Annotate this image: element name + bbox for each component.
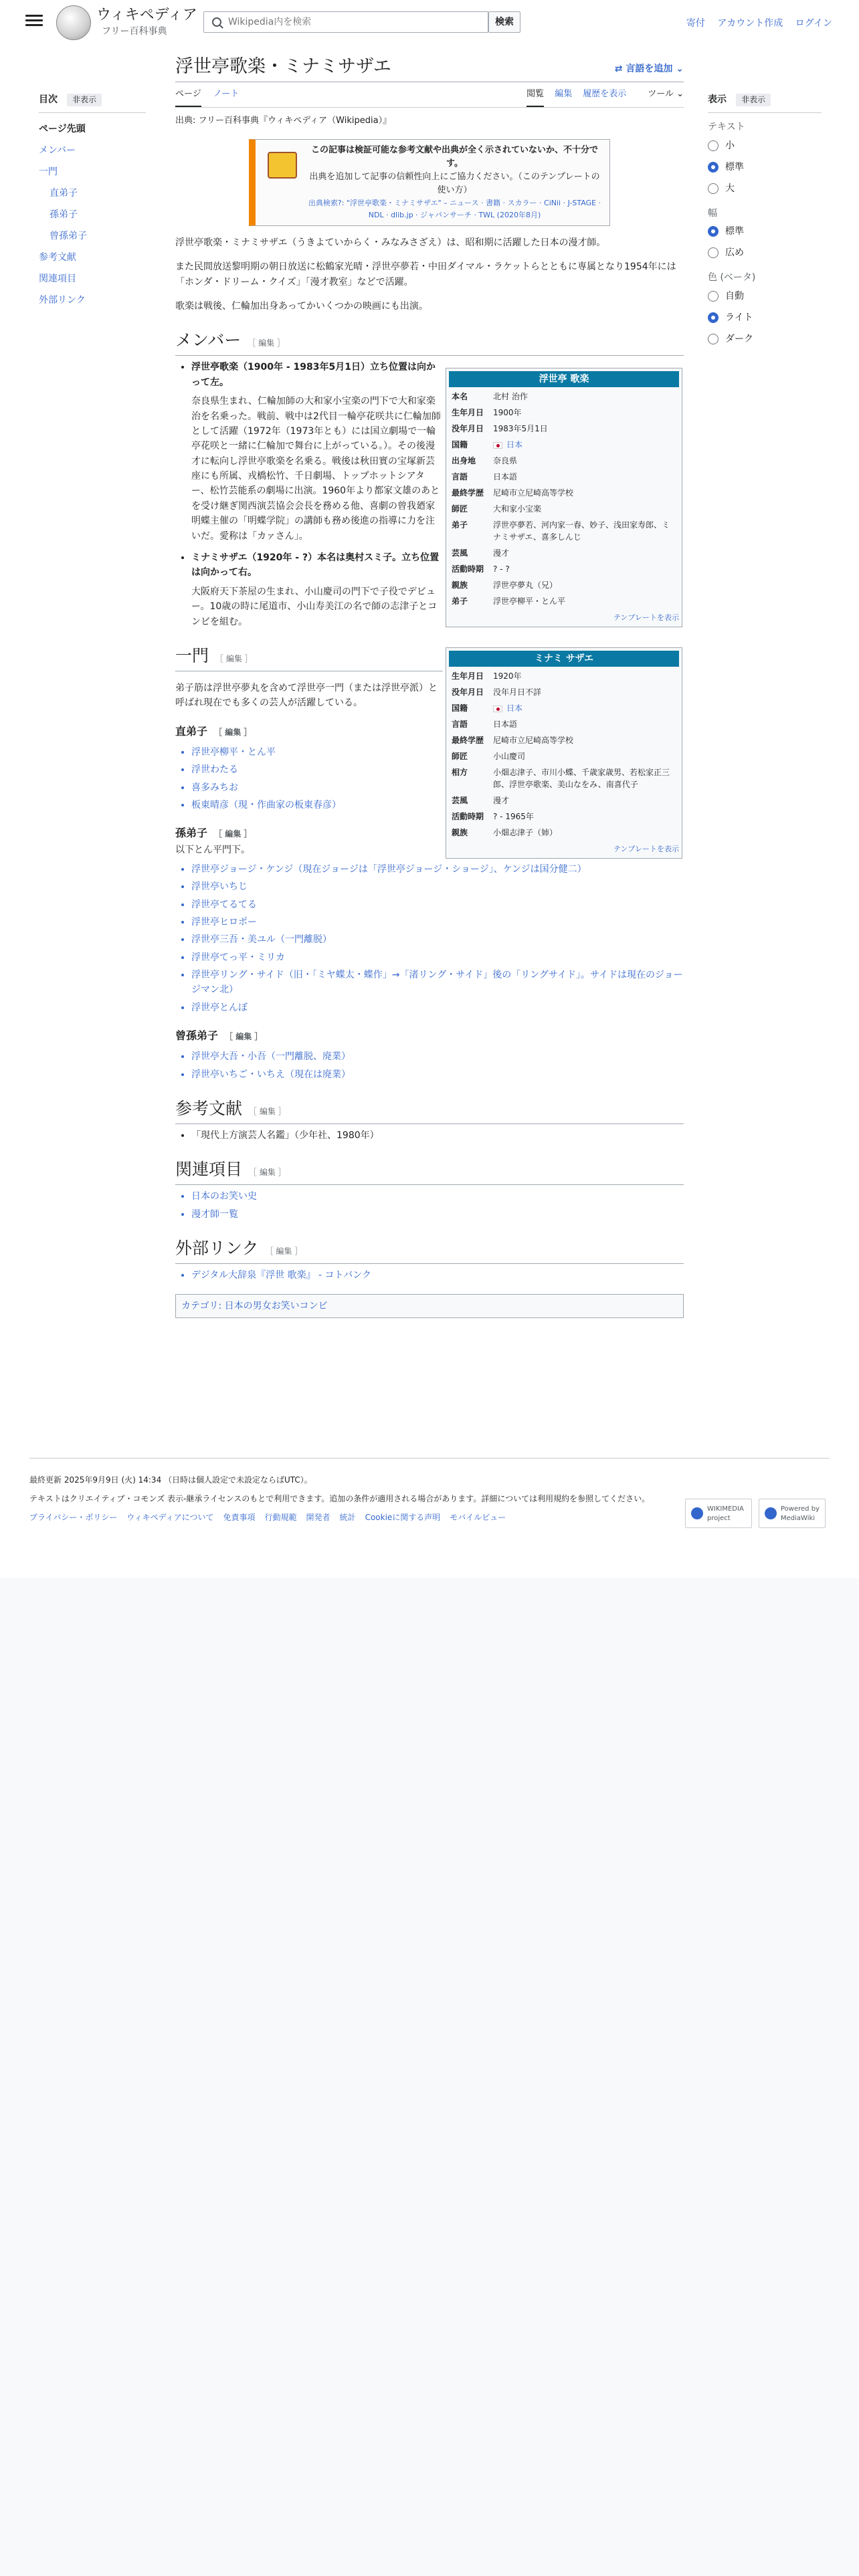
list-item: • 浮世亭ジョージ・ケンジ（現在ジョージは「浮世亭ジョージ・ショージ」、ケンジは国分健二） [191, 862, 684, 877]
page-tabs [175, 88, 684, 108]
infobox-row [449, 748, 679, 764]
tab-edit[interactable]: 編集 [555, 89, 573, 99]
radio-icon[interactable] [708, 162, 719, 173]
infobox-label: 没年月日 [452, 687, 484, 697]
list-item: • 板東晴彦（現・作曲家の板東春彦） [191, 798, 443, 813]
footer-link[interactable]: モバイルビュー [450, 1513, 506, 1522]
infobox-value: 浮世亭夢若、河内家一春、妙子、浅田家寿郎、ミナミサザエ、喜多しんじ [493, 520, 670, 542]
infobox-value: 奈良県 [493, 456, 518, 465]
list-item: • 漫才師一覧 [191, 1207, 684, 1222]
notice-source-search[interactable]: 出典検索?: "浮世亭歌楽・ミナミサザエ" – ニュース · 書籍 · スカラー · CiNii · J-STAGE · NDL · dlib.jp · ジャパンサーチ · TWL (2020年8月) [308, 198, 601, 219]
logo-subtitle: フリー百科事典 [102, 26, 167, 37]
logo-title[interactable]: ウィキペディア [96, 7, 197, 23]
list-item: • 浮世わたる [191, 762, 443, 777]
member2-bio: 大阪府天下茶屋の生まれ、小山慶司の門下で子役でデビュー。10歳の時に尾道市、小山寿美江の名で師の志津子とコンビを組む。 [191, 586, 438, 627]
edit-section-link[interactable]: ［ 編集 ］ [248, 338, 285, 348]
infobox-label: 最終学歴 [452, 488, 484, 498]
add-languages-label: 言語を追加 [626, 64, 673, 74]
infobox-value: 尼崎市立尼崎高等学校 [493, 736, 574, 745]
view-template-link[interactable]: テンプレートを表示 [613, 845, 679, 853]
infobox-label: 没年月日 [452, 424, 484, 433]
infobox-row [449, 405, 679, 421]
infobox-label: 活動時期 [452, 812, 484, 821]
books-icon [268, 152, 297, 179]
option-label: 小 [725, 140, 735, 151]
list-item: • 浮世亭大吾・小吾（一門離脱、廃業） [191, 1049, 684, 1064]
japan-flag-icon [493, 706, 502, 712]
view-template-link[interactable]: テンプレートを表示 [613, 613, 679, 622]
member1-bio: 奈良県生まれ、仁輪加師の大和家小宝楽の門下で大和家楽治を名乗った。戦前、戦中は2代目一輪亭花咲共に仁輪加師として活躍（1972年（1973年とも）には国立劇場で一輪亭花咲と一緒に仁輪加で舞台に上がっている。）。その後漫才に転向し浮世亭歌楽を名乗る。戦後は秋田實の宝塚新芸座にも所属、戎橋松竹、千日劇場、トップホットシアター、松竹芸能系の劇場に出演。1960年より都家文雄のあとを受け継ぎ関西演芸協会会長を務める他、喜劇の曾我廼家明蝶主催の「明蝶学院」の講師も務め後進の指導に力を注いだ。愛称は「カァさん」。 [191, 396, 441, 542]
tab-talk[interactable]: ノート [213, 89, 240, 99]
infobox-value: 大和家小宝楽 [493, 504, 542, 514]
option-label: 標準 [725, 161, 744, 173]
appearance-group-label: 色 (ベータ) [708, 272, 756, 284]
radio-icon[interactable] [708, 334, 719, 344]
appearance-option[interactable] [708, 328, 822, 350]
infobox-label: 弟子 [452, 597, 468, 606]
appearance-hide-button[interactable]: 非表示 [736, 94, 771, 106]
header [0, 0, 859, 44]
appearance-title: 表示 [708, 94, 727, 105]
tab-history[interactable]: 履歴を表示 [583, 89, 627, 99]
infobox-row [449, 501, 679, 517]
option-label: 標準 [725, 226, 744, 237]
infobox-value: 没年月日不詳 [493, 687, 542, 697]
infobox-label: 生年月日 [452, 408, 484, 417]
infobox-value: 北村 治作 [493, 392, 528, 401]
list-item: • 浮世亭三吾・美ユル（一門離脱） [191, 932, 684, 947]
appearance-group-label: 幅 [708, 207, 717, 219]
list-item: • 浮世亭いちじ [191, 879, 684, 894]
infobox-value: 浮世亭夢丸（兄） [493, 580, 558, 590]
grand-intro: 以下とん平門下。 [175, 845, 250, 856]
infobox-value: 1900年 [493, 408, 522, 417]
list-item: • 浮世亭てっ平・ミリカ [191, 950, 684, 965]
create-account-link[interactable]: アカウント作成 [717, 18, 783, 29]
infobox-sazae [446, 647, 682, 859]
infobox-label: 弟子 [452, 520, 468, 530]
edit-section-link[interactable]: ［ 編集 ］ [215, 654, 253, 663]
appearance-option[interactable] [708, 221, 822, 242]
toc-item[interactable]: 孫弟子 [50, 209, 78, 221]
section-direct [175, 723, 443, 741]
infobox-row [449, 809, 679, 825]
list-item: • 浮世亭柳平・とん平 [191, 745, 443, 760]
member1-summary: 浮世亭歌楽（1900年 - 1983年5月1日）立ち位置は向かって左。 [191, 362, 436, 388]
related-list [191, 1189, 684, 1222]
infobox-label: 本名 [452, 392, 468, 401]
toc-title: 目次 [39, 94, 58, 105]
infobox-row [449, 421, 679, 437]
grand-heading: 孫弟子 [175, 827, 208, 840]
option-label: ライト [725, 312, 753, 323]
direct-heading: 直弟子 [175, 724, 208, 738]
footer-link[interactable]: ウィキペディアについて [126, 1513, 214, 1522]
list-item: • 「現代上方演芸人名鑑」（少年社、1980年） [191, 1128, 684, 1143]
infobox-row [449, 453, 679, 469]
infobox-value [490, 437, 679, 453]
infobox-value: ? - ? [493, 564, 510, 574]
infobox-row [449, 469, 679, 485]
infobox-label: 芸風 [452, 796, 468, 805]
infobox-label: 親族 [452, 580, 468, 590]
appearance-option[interactable] [708, 135, 822, 156]
page-title: 浮世亭歌楽・ミナミサザエ [175, 53, 684, 82]
infobox-label: 出身地 [452, 456, 476, 465]
infobox-label: 最終学歴 [452, 736, 484, 745]
option-label: 広め [725, 247, 744, 259]
edit-section-link[interactable]: ［ 編集 ］ [214, 829, 252, 839]
infobox-karaku [446, 368, 682, 627]
infobox-label: 生年月日 [452, 671, 484, 681]
infobox-label: 師匠 [452, 752, 468, 761]
footer-link[interactable]: 免責事項 [223, 1513, 256, 1522]
footer-link[interactable]: 統計 [339, 1513, 356, 1522]
infobox-value [490, 700, 679, 716]
section-related [175, 1158, 684, 1185]
table-of-contents [39, 92, 146, 311]
infobox-value: 日本語 [493, 720, 518, 729]
infobox-label: 活動時期 [452, 564, 484, 574]
edit-section-link[interactable]: ［ 編集 ］ [249, 1168, 286, 1178]
references-heading: 参考文献 [175, 1099, 243, 1119]
members-heading: メンバー [175, 330, 242, 350]
infobox-value: 1983年5月1日 [493, 424, 548, 433]
radio-icon[interactable] [708, 312, 719, 323]
member-list [191, 360, 443, 629]
infobox-value: 日本語 [493, 472, 518, 481]
infobox-title: ミナミ サザエ [449, 651, 679, 667]
list-item: • デジタル大辞泉『浮世 歌楽』 - コトバンク [191, 1268, 684, 1283]
wikipedia-logo-icon[interactable] [56, 5, 91, 40]
search-input[interactable] [228, 17, 488, 27]
infobox-label: 芸風 [452, 548, 468, 558]
list-item: • 日本のお笑い史 [191, 1189, 684, 1204]
infobox-row [449, 764, 679, 792]
footer-link[interactable]: 行動規範 [264, 1513, 297, 1522]
section-members [175, 328, 684, 356]
section-ichimon [175, 644, 443, 671]
section-references [175, 1097, 684, 1124]
infobox-row [449, 437, 679, 453]
infobox-value: 漫才 [493, 796, 510, 805]
donate-link[interactable]: 寄付 [686, 18, 705, 29]
infobox-row [449, 668, 679, 684]
option-label: 大 [725, 183, 735, 194]
infobox-value: ? - 1965年 [493, 812, 534, 821]
external-heading: 外部リンク [175, 1239, 259, 1259]
list-item: • 浮世亭リング・サイド（旧・「ミヤ蝶太・蝶作」→「渚リング・サイド」後の「リングサイド」。サイドは現在のジョージマン北） [191, 968, 684, 998]
search-button[interactable]: 検索 [488, 11, 520, 33]
footer-link[interactable]: 開発者 [306, 1513, 330, 1522]
japan-flag-icon [493, 442, 502, 449]
tab-page[interactable]: ページ [175, 88, 201, 107]
infobox-row [449, 517, 679, 545]
tab-read[interactable]: 閲覧 [527, 88, 544, 107]
toc-item[interactable]: 参考文献 [39, 252, 76, 263]
ichimon-heading: 一門 [175, 646, 209, 665]
infobox-row [449, 561, 679, 577]
appearance-option[interactable] [708, 307, 822, 328]
infobox-title: 浮世亭 歌楽 [449, 371, 679, 387]
infobox-row [449, 792, 679, 809]
add-languages-button[interactable]: ⇄ 言語を追加 ⌄ [614, 64, 684, 74]
infobox-value-text[interactable]: 日本 [506, 440, 523, 449]
infobox-row [449, 389, 679, 405]
infobox-row [449, 732, 679, 748]
list-item [191, 360, 443, 544]
last-modified: 最終更新 2025年9月9日 (火) 14:34 （日時は個人設定で未設定ならばUTC）。 [29, 1475, 312, 1485]
toc-item[interactable]: 直弟子 [50, 188, 78, 199]
radio-icon[interactable] [708, 140, 719, 151]
infobox-row [449, 577, 679, 593]
infobox-label: 言語 [452, 720, 468, 729]
infobox-value: 小畑志津子、市川小蝶、千歳家歳男、若松家正三郎、浮世亭歌楽、美山なをみ、南喜代子 [493, 768, 670, 789]
toc-item[interactable]: ページ先頭 [39, 124, 86, 135]
list-item: • 浮世亭いちご・いちえ（現在は廃業） [191, 1067, 684, 1082]
category-links[interactable]: カテゴリ: 日本の男女お笑いコンビ [175, 1294, 684, 1318]
appearance-option[interactable] [708, 286, 822, 307]
list-item: • 浮世亭とんぼ [191, 1000, 684, 1015]
infobox-row [449, 825, 679, 841]
infobox-label: 相方 [452, 768, 468, 777]
infobox-value: 浮世亭柳平・とん平 [493, 597, 566, 606]
mediawiki-badge[interactable]: Powered by MediaWiki [759, 1499, 826, 1528]
lead-paragraph-2: また民間放送黎明期の朝日放送に松鶴家光晴・浮世亭夢若・中田ダイマル・ラケットらとともに専属となり1954年には「ホンダ・ドリーム・クイズ」「漫才教室」などで活躍。 [175, 261, 676, 288]
radio-icon[interactable] [708, 247, 719, 258]
list-item: • 浮世亭てるてる [191, 897, 684, 912]
personal-tools [677, 16, 832, 31]
main-menu-icon[interactable] [25, 12, 43, 27]
ichimon-paragraph: 弟子筋は浮世亭夢丸を含めて浮世亭一門（または浮世亭派）と呼ばれ現在でも多くの芸人が活躍している。 [175, 683, 438, 709]
appearance-group-label: テキスト [708, 122, 745, 133]
great-grand-disciples-list [191, 1049, 684, 1082]
edit-section-link[interactable]: ［ 編集 ］ [249, 1107, 286, 1117]
grand-disciples-list [191, 862, 684, 1016]
related-heading: 関連項目 [175, 1160, 243, 1180]
appearance-option[interactable] [708, 156, 822, 178]
list-item: • 喜多みちお [191, 780, 443, 795]
great-heading: 曾孫弟子 [175, 1029, 219, 1043]
infobox-row [449, 684, 679, 700]
infobox-value: 小畑志津子（姉） [493, 828, 558, 837]
option-label: ダーク [725, 333, 753, 344]
radio-icon[interactable] [708, 291, 719, 302]
infobox-label: 国籍 [452, 704, 468, 713]
infobox-row [449, 593, 679, 609]
edit-section-link[interactable]: ［ 編集 ］ [214, 727, 252, 737]
references-list [191, 1128, 684, 1143]
search-icon [212, 17, 221, 27]
footer [29, 1458, 830, 1527]
infobox-label: 親族 [452, 828, 468, 837]
toc-item[interactable]: メンバー [39, 145, 76, 156]
section-external [175, 1237, 684, 1264]
member2-summary: ミナミサザエ（1920年 - ?）本名は奥村スミ子。立ち位置は向かって右。 [191, 552, 440, 578]
login-link[interactable]: ログイン [795, 18, 832, 29]
notice-line2: 出典を追加して記事の信頼性向上にご協力ください。（このテンプレートの使い方） [309, 171, 600, 195]
refimprove-notice [249, 139, 610, 226]
tab-tools[interactable]: ツール ⌄ [637, 88, 684, 107]
section-great [175, 1027, 684, 1045]
lead-paragraph-3: 歌楽は戦後、仁輪加出身あってかいくつかの映画にも出演。 [175, 300, 428, 312]
infobox-value-text[interactable]: 日本 [506, 704, 523, 713]
from-wikipedia: 出典: フリー百科事典『ウィキペディア（Wikipedia）』 [175, 116, 392, 126]
infobox-label: 言語 [452, 472, 468, 481]
footer-link[interactable]: Cookieに関する声明 [365, 1513, 441, 1522]
toc-item[interactable]: 外部リンク [39, 295, 86, 306]
direct-disciples-list [191, 745, 443, 813]
infobox-row [449, 545, 679, 561]
external-links-list [191, 1268, 684, 1283]
tab-tools-label: ツール [648, 89, 674, 99]
footer-link[interactable]: プライバシー・ポリシー [29, 1513, 118, 1522]
infobox-row [449, 700, 679, 716]
infobox-row [449, 716, 679, 732]
radio-icon[interactable] [708, 226, 719, 237]
list-item [191, 550, 443, 629]
radio-icon[interactable] [708, 183, 719, 194]
appearance-panel [708, 92, 822, 350]
infobox-value: 尼崎市立尼崎高等学校 [493, 488, 574, 498]
edit-section-link[interactable]: ［ 編集 ］ [265, 1247, 303, 1257]
lead-paragraph-1: 浮世亭歌楽・ミナミサザエ（うきよていからく・みなみさざえ）は、昭和期に活躍した日本の漫才師。 [175, 237, 606, 248]
infobox-value: 漫才 [493, 548, 510, 558]
option-label: 自動 [725, 290, 744, 302]
appearance-option[interactable] [708, 178, 822, 199]
search-box[interactable] [203, 11, 488, 33]
appearance-option[interactable] [708, 242, 822, 263]
toc-item[interactable]: 曾孫弟子 [50, 231, 87, 242]
notice-line1: この記事は検証可能な参考文献や出典が全く示されていないか、不十分です。 [310, 144, 598, 169]
infobox-row [449, 485, 679, 501]
wikimedia-badge[interactable]: WIKIMEDIA project [685, 1499, 752, 1528]
list-item: • 浮世亭ヒロポー [191, 915, 684, 930]
infobox-value: 1920年 [493, 671, 522, 681]
edit-section-link[interactable]: ［ 編集 ］ [225, 1032, 263, 1042]
infobox-value: 小山慶司 [493, 752, 526, 761]
license-text: テキストはクリエイティブ・コモンズ 表示-継承ライセンスのもとで利用できます。追加の条件が適用される場合があります。詳細については利用規約を参照してください。 [29, 1494, 650, 1503]
infobox-label: 師匠 [452, 504, 468, 514]
toc-item[interactable]: 一門 [39, 167, 58, 178]
infobox-label: 国籍 [452, 440, 468, 449]
toc-hide-button[interactable]: 非表示 [67, 94, 102, 106]
toc-item[interactable]: 関連項目 [39, 274, 76, 285]
